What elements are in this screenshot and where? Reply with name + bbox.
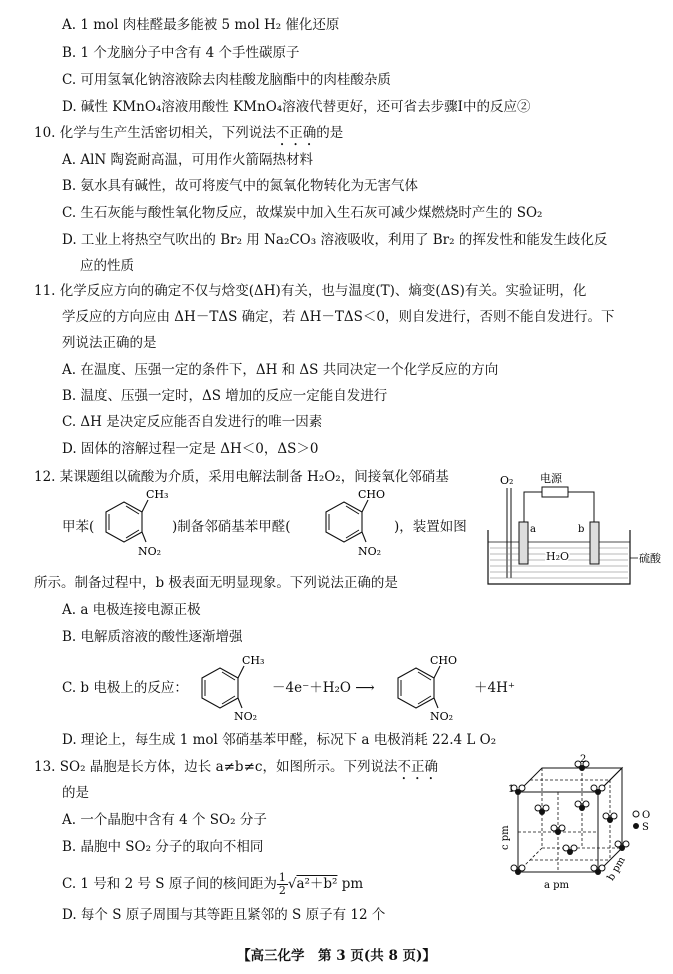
electrode-a-label: a xyxy=(530,524,536,535)
legend-oxygen-label: O xyxy=(642,810,651,821)
q11-option-a: A. 在温度、压强一定的条件下，ΔH 和 ΔS 共同决定一个化学反应的方向 xyxy=(62,362,499,378)
fraction xyxy=(277,872,288,897)
ch3-label: CH₃ xyxy=(146,488,169,501)
q12-option-b: B. 电解质溶液的酸性逐渐增强 xyxy=(62,629,243,645)
power-source-label: 电源 xyxy=(540,472,562,485)
q9-option-a: A. 1 mol 肉桂醛最多能被 5 mol H₂ 催化还原 xyxy=(62,17,340,33)
reactant-structure xyxy=(190,648,266,724)
q10-option-d-cont: 应的性质 xyxy=(80,258,134,274)
unit: pm xyxy=(341,876,364,892)
q13-stem-emphasis: 不正确 xyxy=(397,759,438,775)
legend-oxygen-marker xyxy=(633,811,639,817)
toluene-nitro-structure xyxy=(94,482,170,560)
q11-stem-1: 11. 化学反应方向的确定不仅与焓变(ΔH)有关，也与温度(T)、熵变(ΔS)有关。实验证明，化 xyxy=(34,283,587,299)
q13-stem-pre: 13. SO₂ 晶胞是长方体，边长 a≠b≠c，如图所示。下列说法 xyxy=(34,759,398,775)
o2-label: O₂ xyxy=(500,474,514,487)
electrolysis-apparatus-figure xyxy=(480,466,666,590)
q10-option-c: C. 生石灰能与酸性氧化物反应，故煤炭中加入生石灰可减少煤燃烧时产生的 SO₂ xyxy=(62,205,543,221)
product-structure xyxy=(386,648,462,724)
q11-stem-3: 列说法正确的是 xyxy=(62,335,157,351)
q12-stem-3: 所示。制备过程中，b 极表面无明显现象。下列说法正确的是 xyxy=(34,575,398,591)
q12-stem-2b: )制备邻硝基苯甲醛( xyxy=(172,519,291,535)
electrode-a xyxy=(519,522,528,564)
q13-stem-2: 的是 xyxy=(62,785,89,801)
cho-label: CHO xyxy=(358,488,386,501)
no2-label: NO₂ xyxy=(138,545,162,558)
so2-unit-cell-figure xyxy=(494,752,664,892)
q10-stem-pre: 10. 化学与生产生活密切相关，下列说法 xyxy=(34,125,276,141)
q13-stem-1 xyxy=(34,758,438,783)
cho-label-4: CHO xyxy=(430,654,458,667)
q13-option-b: B. 晶胞中 SO₂ 分子的取向不相同 xyxy=(62,839,264,855)
q12-option-c-mid: －4e⁻＋H₂O ⟶ xyxy=(272,680,375,696)
sulfuric-acid-label: 硫酸 xyxy=(639,552,661,565)
sqrt-sign: √ xyxy=(287,876,297,892)
power-source-box xyxy=(542,487,568,497)
a-pm-label: a pm xyxy=(544,880,570,891)
q12-option-a: A. a 电极连接电源正极 xyxy=(62,602,201,618)
q10-stem-post: 的是 xyxy=(316,125,344,141)
q11-option-d: D. 固体的溶解过程一定是 ΔH＜0，ΔS＞0 xyxy=(62,441,319,457)
electrode-b-label: b xyxy=(578,524,585,535)
q10-option-d: D. 工业上将热空气吹出的 Br₂ 用 Na₂CO₃ 溶液吸收，利用了 Br₂ 的挥发性和能发生歧化反 xyxy=(62,232,608,248)
q10-option-a: A. AlN 陶瓷耐高温，可用作火箭隔热材料 xyxy=(62,152,314,168)
ch3-label-3: CH₃ xyxy=(242,654,265,667)
q11-option-b: B. 温度、压强一定时，ΔS 增加的反应一定能自发进行 xyxy=(62,388,388,404)
fraction-numerator: 1 xyxy=(278,871,286,884)
c-pm-label: c pm xyxy=(500,825,511,850)
no2-label-3: NO₂ xyxy=(234,710,258,723)
fraction-denominator: 2 xyxy=(278,884,286,897)
q12-stem-1: 12. 某课题组以硫酸为介质，采用电解法制备 H₂O₂，间接氧化邻硝基 xyxy=(34,469,449,485)
q12-stem-2c: )，装置如图 xyxy=(394,519,467,535)
electrode-b xyxy=(590,522,599,564)
q13-option-c xyxy=(62,872,363,897)
atom-2-label: 2 xyxy=(580,754,587,765)
sqrt-radicand: a²＋b² xyxy=(296,876,338,892)
q13-option-a: A. 一个晶胞中含有 4 个 SO₂ 分子 xyxy=(62,812,267,828)
no2-label-2: NO₂ xyxy=(358,545,382,558)
no2-label-4: NO₂ xyxy=(430,710,454,723)
nitrobenzaldehyde-structure xyxy=(314,482,390,560)
q12-option-c-pre: C. b 电极上的反应： xyxy=(62,680,188,696)
q12-option-d: D. 理论上，每生成 1 mol 邻硝基苯甲醛，标况下 a 电极消耗 22.4 L O₂ xyxy=(62,732,497,748)
q10-option-b: B. 氨水具有碱性，故可将废气中的氮氧化物转化为无害气体 xyxy=(62,178,419,194)
q13-option-c-text: C. 1 号和 2 号 S 原子间的核间距为 xyxy=(62,876,277,892)
b-pm-label: b pm xyxy=(605,855,628,883)
q12-stem-2a: 甲苯( xyxy=(62,519,95,535)
q9-option-c: C. 可用氢氧化钠溶液除去肉桂酸龙脑酯中的肉桂酸杂质 xyxy=(62,72,391,88)
legend-sulfur-marker xyxy=(633,823,639,829)
q9-option-b: B. 1 个龙脑分子中含有 4 个手性碳原子 xyxy=(62,45,300,61)
q10-stem-emphasis: 不正确 xyxy=(275,125,317,141)
h2o-label: H₂O xyxy=(546,550,570,563)
legend-sulfur-label: S xyxy=(642,822,649,833)
q11-stem-2: 学反应的方向应由 ΔH－TΔS 确定，若 ΔH－TΔS＜0，则自发进行，否则不能自发进行。下 xyxy=(62,309,615,325)
q12-option-c-post: ＋4H⁺ xyxy=(474,680,515,696)
q10-stem xyxy=(34,124,343,149)
q11-option-c: C. ΔH 是决定反应能否自发进行的唯一因素 xyxy=(62,414,323,430)
page-footer: 【高三化学 第 3 页(共 8 页)】 xyxy=(237,948,436,964)
q13-option-d: D. 每个 S 原子周围与其等距且紧邻的 S 原子有 12 个 xyxy=(62,907,386,923)
q9-option-d: D. 碱性 KMnO₄溶液用酸性 KMnO₄溶液代替更好，还可省去步骤Ⅰ中的反应② xyxy=(62,99,531,115)
atom-1-label: 1 xyxy=(508,784,515,795)
